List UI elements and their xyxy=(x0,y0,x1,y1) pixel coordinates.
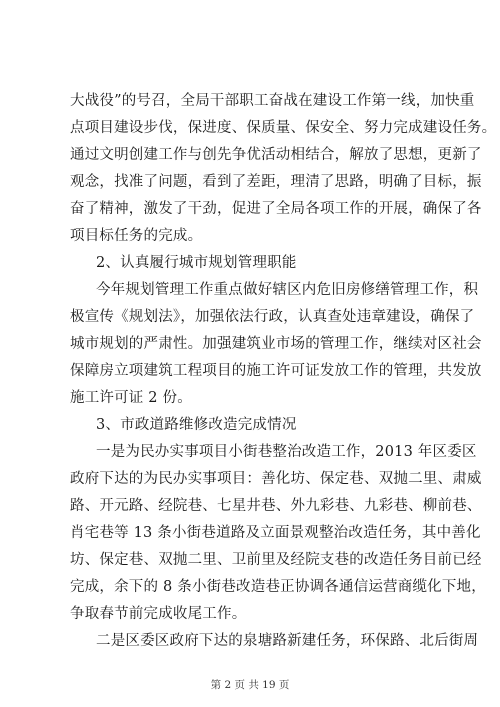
text-line: 城市规划的严肃性。加强建筑业市场的管理工作，继续对区社会 xyxy=(70,336,482,352)
text-line: 项目标任务的完成。 xyxy=(70,228,203,244)
text-line: 通过文明创建工作与创先争优活动相结合，解放了思想，更新了 xyxy=(70,147,482,163)
text-line: 奋了精神，激发了干劲，促进了全局各项工作的开展，确保了各 xyxy=(70,201,482,217)
text-line: 保障房立项建筑工程项目的施工许可证发放工作的管理，共发放 xyxy=(70,363,482,379)
text-line: 政府下达的为民办实事项目：善化坊、保定巷、双抛二里、肃威 xyxy=(70,471,482,487)
text-line: 二是区委区政府下达的泉塘路新建任务，环保路、北后街周 xyxy=(96,633,479,649)
text-line: 点项目建设步伐，保进度、保质量、保安全、努力完成建设任务。 xyxy=(70,120,497,136)
text-line: 施工许可证 2 份。 xyxy=(70,390,192,406)
page-footer: 第 2 页 共 19 页 xyxy=(210,679,290,691)
document-body xyxy=(70,88,497,655)
text-line: 3、市政道路维修改造完成情况 xyxy=(96,417,297,433)
text-line: 极宣传《规划法》，加强依法行政，认真查处违章建设，确保了 xyxy=(70,309,475,325)
text-line: 2、认真履行城市规划管理职能 xyxy=(96,255,297,271)
text-line: 一是为民办实事项目小街巷整治改造工作，2013 年区委区 xyxy=(96,444,477,460)
text-line: 观念，找准了问题，看到了差距，理清了思路，明确了目标，振 xyxy=(70,174,482,190)
text-line: 路、开元路、经院巷、七星井巷、外九彩巷、九彩巷、柳前巷、 xyxy=(70,498,482,514)
text-line: 大战役”的号召，全局干部职工奋战在建设工作第一线，加快重 xyxy=(70,93,475,109)
text-line: 今年规划管理工作重点做好辖区内危旧房修缮管理工作，积 xyxy=(96,282,479,298)
text-line: 完成，余下的 8 条小街巷改造巷正协调各通信运营商缆化下地， xyxy=(70,579,486,595)
text-line: 坊、保定巷、双抛二里、卫前里及经院支巷的改造任务目前已经 xyxy=(70,552,482,568)
text-line: 争取春节前完成收尾工作。 xyxy=(70,606,247,622)
text-line: 肖宅巷等 13 条小街巷道路及立面景观整治改造任务，其中善化 xyxy=(70,525,481,541)
